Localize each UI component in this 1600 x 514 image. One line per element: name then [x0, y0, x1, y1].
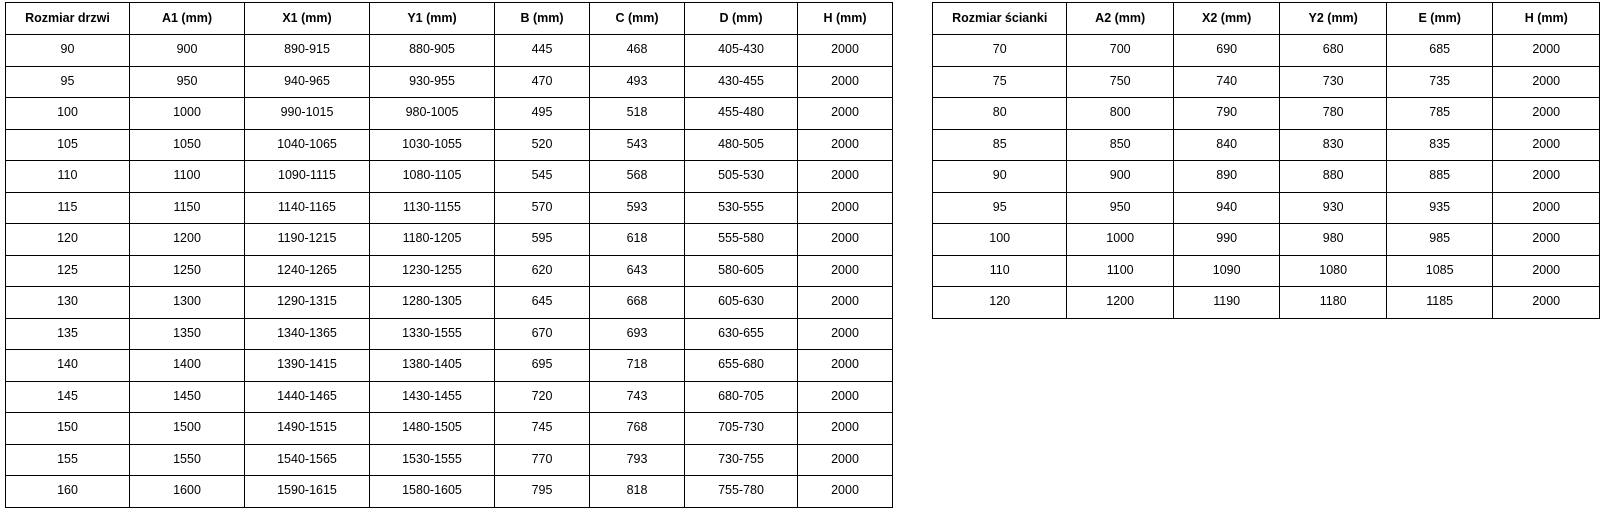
table-cell: 2000	[1493, 255, 1600, 287]
table-cell: 1200	[1067, 287, 1174, 319]
table-row	[933, 192, 1600, 224]
table-cell: 2000	[1493, 98, 1600, 130]
table-cell: 1340-1365	[245, 318, 370, 350]
table-cell: 670	[495, 318, 590, 350]
table-cell: 2000	[798, 413, 893, 445]
table-row	[933, 287, 1600, 319]
table-cell: 2000	[798, 98, 893, 130]
table-cell: 1550	[130, 444, 245, 476]
table-cell: 1350	[130, 318, 245, 350]
table-cell: 1085	[1386, 255, 1493, 287]
table-cell: 2000	[1493, 224, 1600, 256]
table-cell: 668	[590, 287, 685, 319]
table-cell: 680-705	[685, 381, 798, 413]
table-cell: 940-965	[245, 66, 370, 98]
table-cell: 90	[6, 35, 130, 67]
table-cell: 890-915	[245, 35, 370, 67]
table-row	[6, 224, 893, 256]
table-cell: 1200	[130, 224, 245, 256]
table-cell: 1050	[130, 129, 245, 161]
table-cell: 580-605	[685, 255, 798, 287]
table-cell: 135	[6, 318, 130, 350]
table-row	[933, 224, 1600, 256]
table-cell: 800	[1067, 98, 1174, 130]
table-cell: 693	[590, 318, 685, 350]
table-cell: 2000	[798, 318, 893, 350]
table-cell: 618	[590, 224, 685, 256]
table-cell: 1280-1305	[370, 287, 495, 319]
table-cell: 2000	[798, 255, 893, 287]
table-cell: 518	[590, 98, 685, 130]
table-cell: 1080	[1280, 255, 1387, 287]
table-cell: 1490-1515	[245, 413, 370, 445]
table-cell: 935	[1386, 192, 1493, 224]
table-cell: 1230-1255	[370, 255, 495, 287]
table-row	[6, 287, 893, 319]
table-cell: 780	[1280, 98, 1387, 130]
table-cell: 1250	[130, 255, 245, 287]
table-cell: 1580-1605	[370, 476, 495, 508]
column-header: H (mm)	[1493, 3, 1600, 35]
table-row	[6, 161, 893, 193]
table-cell: 1330-1555	[370, 318, 495, 350]
table-cell: 1130-1155	[370, 192, 495, 224]
table-cell: 2000	[798, 381, 893, 413]
table-row	[6, 413, 893, 445]
table-cell: 985	[1386, 224, 1493, 256]
table-cell: 835	[1386, 129, 1493, 161]
table-cell: 740	[1173, 66, 1280, 98]
table-cell: 2000	[1493, 66, 1600, 98]
table-cell: 880-905	[370, 35, 495, 67]
table-cell: 455-480	[685, 98, 798, 130]
table-cell: 1440-1465	[245, 381, 370, 413]
table-header-row	[933, 3, 1600, 35]
table-cell: 70	[933, 35, 1067, 67]
table-cell: 885	[1386, 161, 1493, 193]
table-cell: 160	[6, 476, 130, 508]
table-cell: 125	[6, 255, 130, 287]
table-cell: 480-505	[685, 129, 798, 161]
table-cell: 850	[1067, 129, 1174, 161]
table-cell: 645	[495, 287, 590, 319]
table-cell: 990-1015	[245, 98, 370, 130]
column-header: A2 (mm)	[1067, 3, 1174, 35]
table-cell: 755-780	[685, 476, 798, 508]
table-cell: 1530-1555	[370, 444, 495, 476]
column-header: D (mm)	[685, 3, 798, 35]
column-header: B (mm)	[495, 3, 590, 35]
table-row	[6, 476, 893, 508]
table-cell: 115	[6, 192, 130, 224]
table-cell: 735	[1386, 66, 1493, 98]
table-cell: 543	[590, 129, 685, 161]
table-cell: 85	[933, 129, 1067, 161]
table-cell: 1450	[130, 381, 245, 413]
table-row	[6, 192, 893, 224]
table-cell: 950	[130, 66, 245, 98]
table-cell: 730	[1280, 66, 1387, 98]
table-cell: 80	[933, 98, 1067, 130]
table-cell: 718	[590, 350, 685, 382]
doors-dimensions-table	[5, 2, 893, 508]
table-row	[6, 350, 893, 382]
table-cell: 1185	[1386, 287, 1493, 319]
table-cell: 2000	[1493, 35, 1600, 67]
table-cell: 120	[6, 224, 130, 256]
table-cell: 1430-1455	[370, 381, 495, 413]
table-cell: 468	[590, 35, 685, 67]
table-cell: 930-955	[370, 66, 495, 98]
table-cell: 840	[1173, 129, 1280, 161]
table-row	[933, 98, 1600, 130]
table-cell: 1090	[1173, 255, 1280, 287]
table-cell: 1380-1405	[370, 350, 495, 382]
table-cell: 2000	[798, 350, 893, 382]
table-cell: 695	[495, 350, 590, 382]
table-cell: 520	[495, 129, 590, 161]
table-cell: 680	[1280, 35, 1387, 67]
table-cell: 1100	[1067, 255, 1174, 287]
doors-dimensions-table-container	[5, 2, 893, 508]
table-row	[6, 255, 893, 287]
table-cell: 593	[590, 192, 685, 224]
table-cell: 745	[495, 413, 590, 445]
table-cell: 900	[130, 35, 245, 67]
table-cell: 555-580	[685, 224, 798, 256]
table-cell: 720	[495, 381, 590, 413]
table-cell: 470	[495, 66, 590, 98]
table-header-row	[6, 3, 893, 35]
table-cell: 655-680	[685, 350, 798, 382]
table-cell: 730-755	[685, 444, 798, 476]
table-cell: 1190	[1173, 287, 1280, 319]
table-cell: 1100	[130, 161, 245, 193]
table-cell: 630-655	[685, 318, 798, 350]
table-cell: 770	[495, 444, 590, 476]
table-cell: 2000	[798, 129, 893, 161]
table-cell: 980	[1280, 224, 1387, 256]
table-cell: 1300	[130, 287, 245, 319]
table-cell: 830	[1280, 129, 1387, 161]
table-cell: 2000	[798, 35, 893, 67]
table-cell: 570	[495, 192, 590, 224]
table-cell: 790	[1173, 98, 1280, 130]
table-cell: 1390-1415	[245, 350, 370, 382]
table-cell: 2000	[798, 287, 893, 319]
table-row	[6, 129, 893, 161]
table-cell: 785	[1386, 98, 1493, 130]
table-cell: 1090-1115	[245, 161, 370, 193]
table-cell: 2000	[798, 224, 893, 256]
walls-dimensions-table-container	[932, 2, 1600, 319]
table-row	[6, 98, 893, 130]
table-cell: 690	[1173, 35, 1280, 67]
table-cell: 1180	[1280, 287, 1387, 319]
table-cell: 1150	[130, 192, 245, 224]
table-row	[6, 35, 893, 67]
table-cell: 1400	[130, 350, 245, 382]
table-cell: 700	[1067, 35, 1174, 67]
column-header: E (mm)	[1386, 3, 1493, 35]
table-cell: 2000	[1493, 192, 1600, 224]
table-cell: 1240-1265	[245, 255, 370, 287]
table-row	[933, 161, 1600, 193]
table-cell: 2000	[1493, 161, 1600, 193]
table-cell: 100	[933, 224, 1067, 256]
table-cell: 685	[1386, 35, 1493, 67]
table-cell: 900	[1067, 161, 1174, 193]
table-row	[6, 318, 893, 350]
table-cell: 793	[590, 444, 685, 476]
table-row	[6, 66, 893, 98]
table-cell: 990	[1173, 224, 1280, 256]
table-cell: 1080-1105	[370, 161, 495, 193]
table-cell: 750	[1067, 66, 1174, 98]
table-cell: 2000	[798, 192, 893, 224]
table-row	[933, 255, 1600, 287]
table-cell: 90	[933, 161, 1067, 193]
table-cell: 530-555	[685, 192, 798, 224]
table-cell: 1000	[1067, 224, 1174, 256]
table-cell: 120	[933, 287, 1067, 319]
table-cell: 1000	[130, 98, 245, 130]
table-cell: 795	[495, 476, 590, 508]
table-cell: 605-630	[685, 287, 798, 319]
table-cell: 430-455	[685, 66, 798, 98]
table-cell: 880	[1280, 161, 1387, 193]
table-cell: 130	[6, 287, 130, 319]
column-header: A1 (mm)	[130, 3, 245, 35]
table-cell: 890	[1173, 161, 1280, 193]
table-cell: 940	[1173, 192, 1280, 224]
table-cell: 930	[1280, 192, 1387, 224]
table-row	[933, 66, 1600, 98]
table-cell: 445	[495, 35, 590, 67]
table-cell: 155	[6, 444, 130, 476]
table-cell: 505-530	[685, 161, 798, 193]
table-cell: 743	[590, 381, 685, 413]
table-row	[933, 129, 1600, 161]
column-header: Y2 (mm)	[1280, 3, 1387, 35]
table-cell: 2000	[1493, 129, 1600, 161]
table-cell: 495	[495, 98, 590, 130]
table-cell: 545	[495, 161, 590, 193]
table-cell: 705-730	[685, 413, 798, 445]
table-cell: 568	[590, 161, 685, 193]
table-cell: 1600	[130, 476, 245, 508]
column-header: C (mm)	[590, 3, 685, 35]
table-cell: 950	[1067, 192, 1174, 224]
table-cell: 1290-1315	[245, 287, 370, 319]
table-row	[6, 444, 893, 476]
table-cell: 95	[6, 66, 130, 98]
table-cell: 105	[6, 129, 130, 161]
column-header: H (mm)	[798, 3, 893, 35]
table-cell: 620	[495, 255, 590, 287]
table-cell: 1040-1065	[245, 129, 370, 161]
table-cell: 818	[590, 476, 685, 508]
table-cell: 2000	[1493, 287, 1600, 319]
table-cell: 145	[6, 381, 130, 413]
table-cell: 2000	[798, 161, 893, 193]
table-cell: 1190-1215	[245, 224, 370, 256]
table-cell: 2000	[798, 444, 893, 476]
table-cell: 110	[6, 161, 130, 193]
table-cell: 75	[933, 66, 1067, 98]
table-cell: 1540-1565	[245, 444, 370, 476]
table-cell: 1180-1205	[370, 224, 495, 256]
table-cell: 1590-1615	[245, 476, 370, 508]
table-cell: 1500	[130, 413, 245, 445]
table-cell: 1140-1165	[245, 192, 370, 224]
table-row	[6, 381, 893, 413]
table-cell: 980-1005	[370, 98, 495, 130]
walls-dimensions-table	[932, 2, 1600, 319]
column-header: Rozmiar ścianki	[933, 3, 1067, 35]
table-row	[933, 35, 1600, 67]
column-header: Rozmiar drzwi	[6, 3, 130, 35]
table-cell: 140	[6, 350, 130, 382]
table-cell: 405-430	[685, 35, 798, 67]
column-header: Y1 (mm)	[370, 3, 495, 35]
table-cell: 110	[933, 255, 1067, 287]
table-cell: 595	[495, 224, 590, 256]
table-cell: 2000	[798, 476, 893, 508]
column-header: X2 (mm)	[1173, 3, 1280, 35]
table-cell: 643	[590, 255, 685, 287]
table-cell: 150	[6, 413, 130, 445]
table-cell: 100	[6, 98, 130, 130]
table-cell: 1480-1505	[370, 413, 495, 445]
table-cell: 768	[590, 413, 685, 445]
column-header: X1 (mm)	[245, 3, 370, 35]
table-cell: 1030-1055	[370, 129, 495, 161]
table-cell: 493	[590, 66, 685, 98]
table-cell: 2000	[798, 66, 893, 98]
table-cell: 95	[933, 192, 1067, 224]
